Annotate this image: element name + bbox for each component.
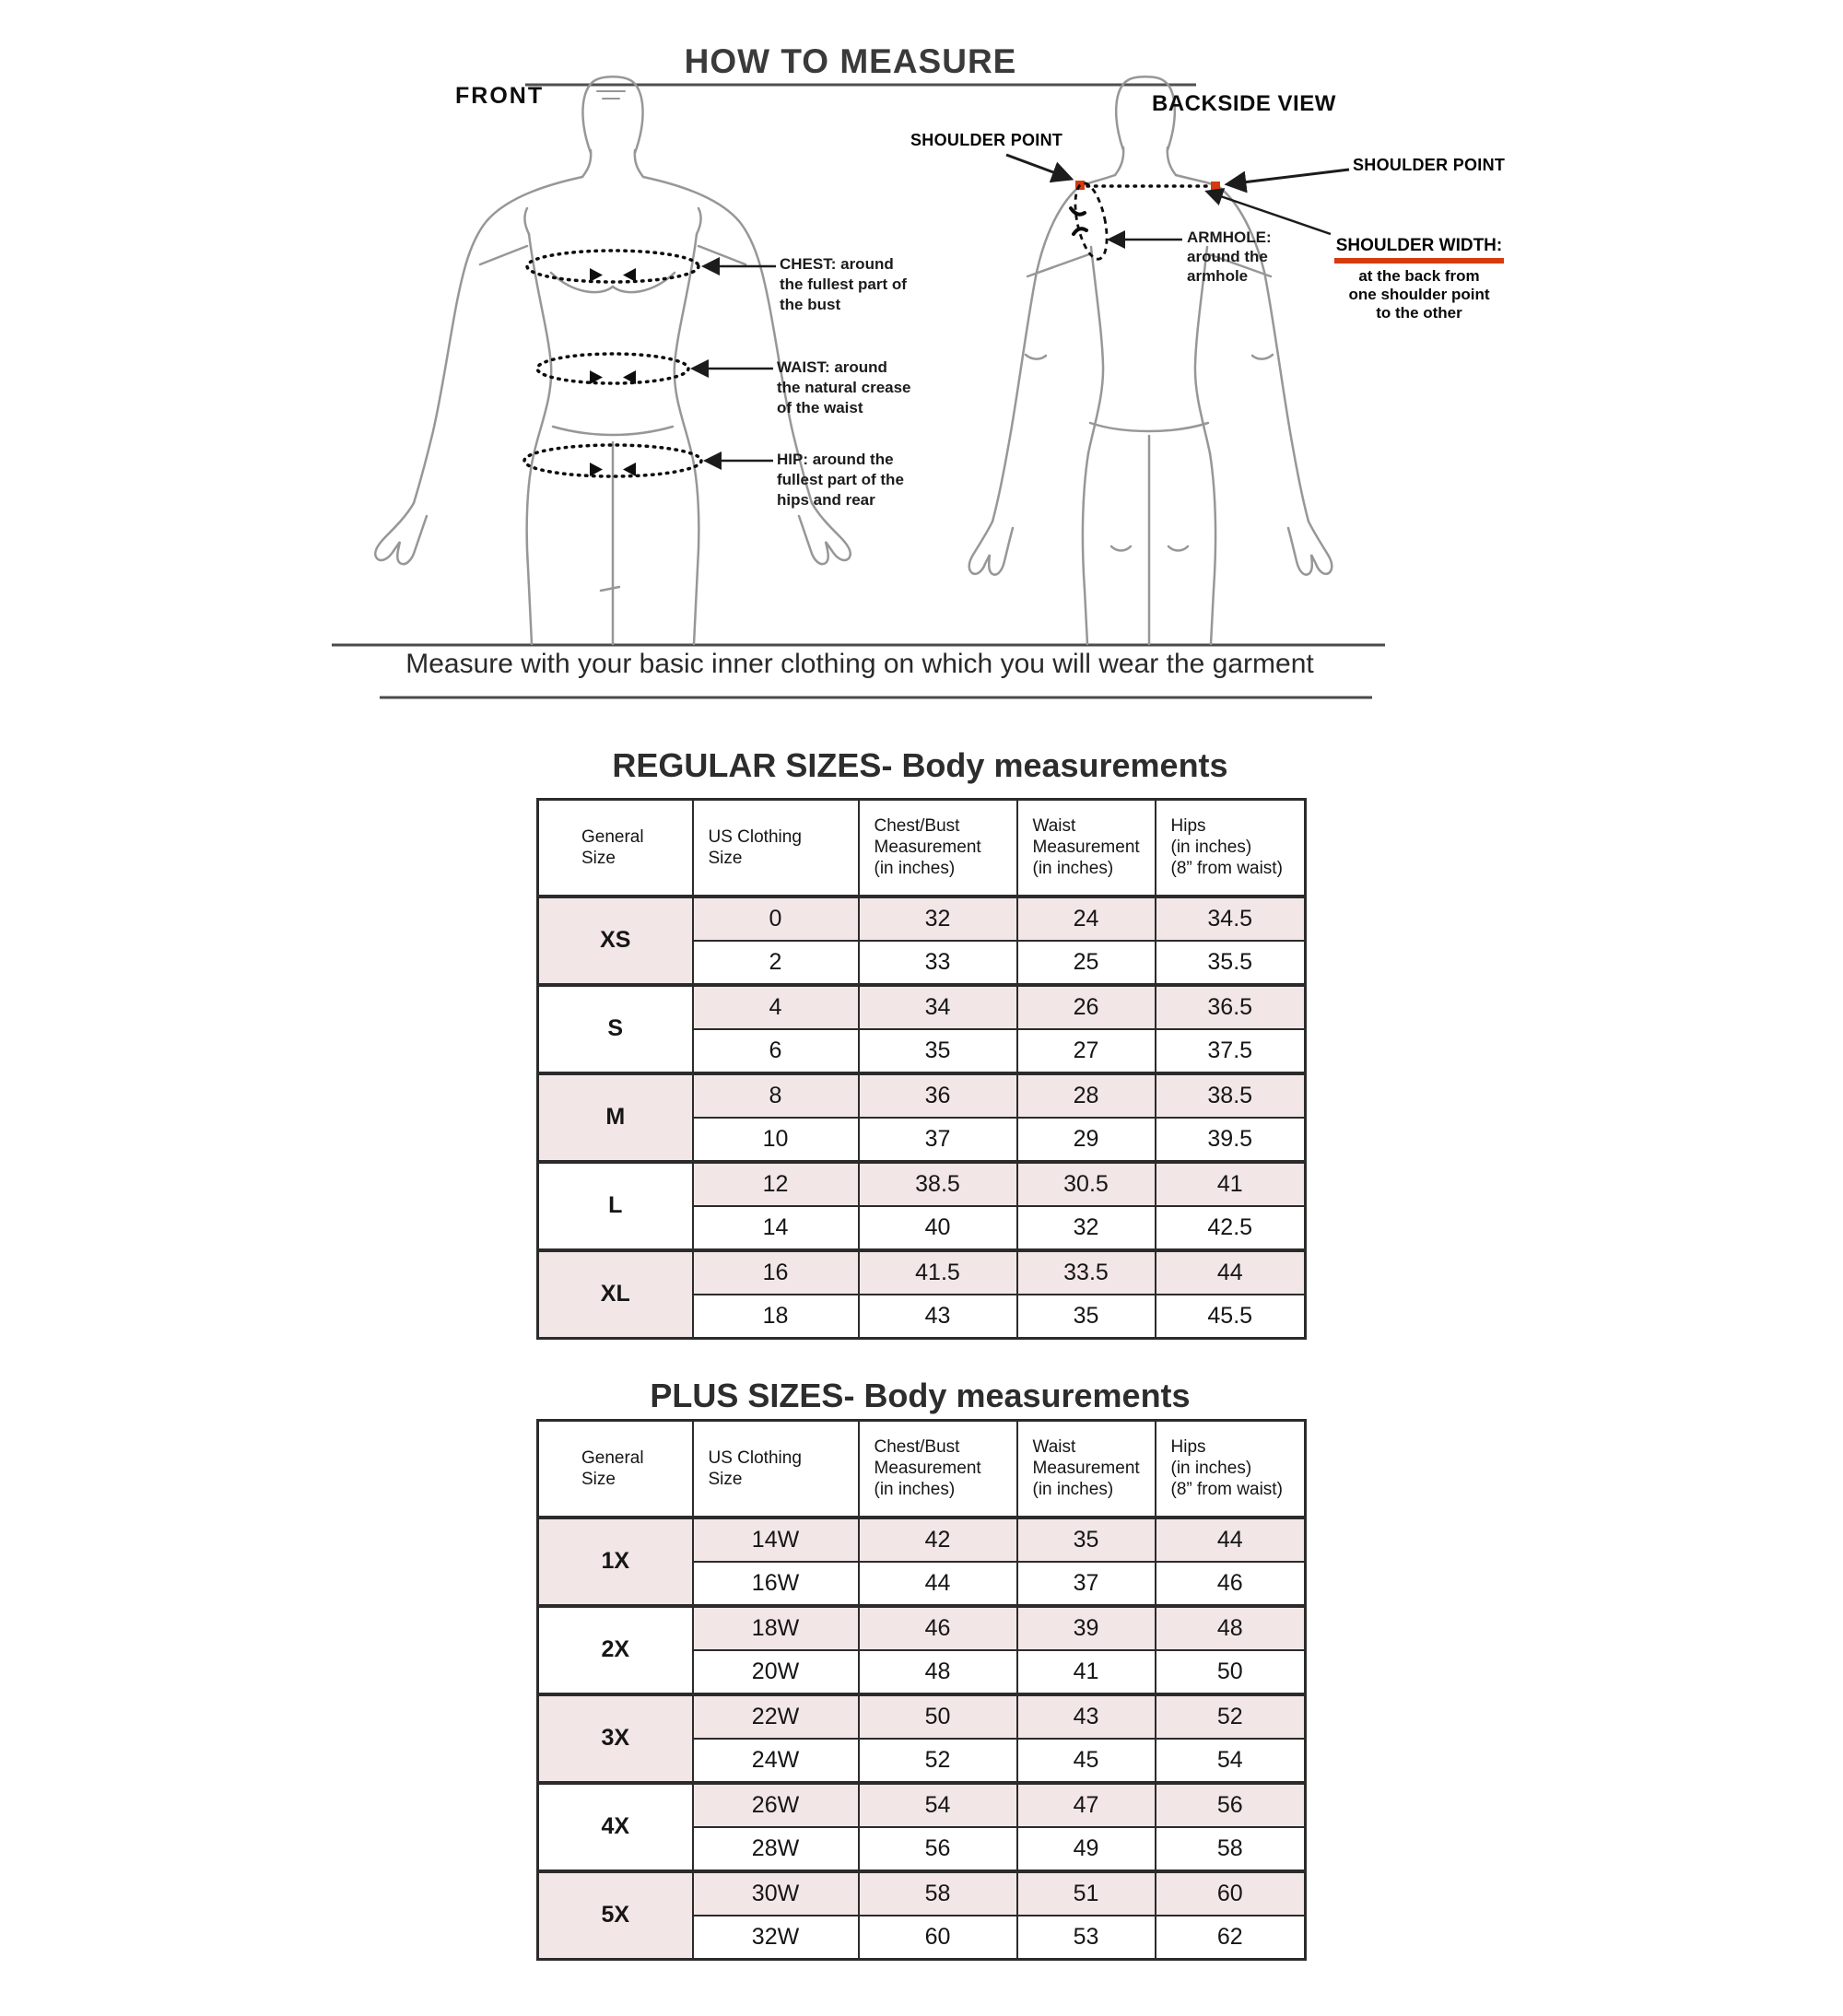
header-row: [538, 800, 1306, 897]
measurement-cell: 48: [859, 1650, 1017, 1694]
measurement-cell: 48: [1156, 1606, 1306, 1650]
chest-measure-ellipse: [527, 251, 698, 282]
measurement-cell: 35.5: [1156, 941, 1306, 985]
measurement-cell: 47: [1017, 1783, 1156, 1827]
shoulder-point-marker-right: [1211, 182, 1220, 191]
size-group-cell: XS: [538, 897, 693, 985]
measurement-cell: 37: [859, 1118, 1017, 1162]
table-row: [538, 1518, 1306, 1562]
table-row: [538, 1162, 1306, 1206]
measurement-cell: 38.5: [1156, 1073, 1306, 1118]
measurement-diagram-graphic: [0, 0, 1843, 719]
annotation-line: WAIST: around: [777, 358, 887, 376]
measurement-cell: 50: [859, 1694, 1017, 1739]
measurement-cell: 36: [859, 1073, 1017, 1118]
measurement-cell: 62: [1156, 1916, 1306, 1960]
table-row: [538, 1871, 1306, 1916]
annotation-line: CHEST: around: [780, 255, 894, 273]
measurement-cell: 14: [693, 1206, 859, 1250]
measurement-cell: 56: [1156, 1783, 1306, 1827]
measurement-cell: 33: [859, 941, 1017, 985]
measurement-cell: 12: [693, 1162, 859, 1206]
table-row: [538, 1783, 1306, 1827]
column-header: General Size: [538, 1421, 693, 1518]
backside-view-label: BACKSIDE VIEW: [1152, 91, 1336, 116]
measurement-cell: 45.5: [1156, 1295, 1306, 1339]
measurement-cell: 46: [1156, 1562, 1306, 1606]
measurement-cell: 42: [859, 1518, 1017, 1562]
annotation-line: the fullest part of: [780, 275, 907, 293]
measurement-cell: 24W: [693, 1739, 859, 1783]
measurement-cell: 44: [1156, 1250, 1306, 1295]
measurement-cell: 29: [1017, 1118, 1156, 1162]
column-header: US Clothing Size: [693, 800, 859, 897]
size-group-cell: 3X: [538, 1694, 693, 1783]
annotation-line: hips and rear: [777, 491, 875, 509]
annotation-line: the natural crease: [777, 379, 911, 396]
measurement-cell: 28W: [693, 1827, 859, 1871]
measurement-cell: 32: [859, 897, 1017, 941]
table-row: [538, 985, 1306, 1029]
measurement-cell: 37.5: [1156, 1029, 1306, 1073]
measurement-cell: 30W: [693, 1871, 859, 1916]
size-group-cell: 1X: [538, 1518, 693, 1606]
measurement-cell: 32: [1017, 1206, 1156, 1250]
measurement-cell: 46: [859, 1606, 1017, 1650]
regular-sizes-title: REGULAR SIZES- Body measurements: [612, 746, 1228, 784]
hip-annotation: [777, 450, 904, 510]
measurement-cell: 27: [1017, 1029, 1156, 1073]
regular-sizes-table: [536, 798, 1307, 1340]
measurement-cell: 60: [859, 1916, 1017, 1960]
armhole-annotation: [1187, 228, 1272, 286]
shoulder-width-description: [1334, 267, 1504, 322]
measurement-cell: 20W: [693, 1650, 859, 1694]
plus-sizes-table: [536, 1419, 1307, 1961]
size-group-cell: 5X: [538, 1871, 693, 1960]
size-group-cell: 4X: [538, 1783, 693, 1871]
measurement-cell: 45: [1017, 1739, 1156, 1783]
measurement-cell: 39: [1017, 1606, 1156, 1650]
table-row: [538, 897, 1306, 941]
measurement-cell: 18: [693, 1295, 859, 1339]
measurement-cell: 28: [1017, 1073, 1156, 1118]
armhole-direction-chevrons: [1071, 208, 1086, 234]
size-group-cell: XL: [538, 1250, 693, 1339]
annotation-line: of the waist: [777, 399, 863, 416]
measurement-cell: 14W: [693, 1518, 859, 1562]
measurement-cell: 2: [693, 941, 859, 985]
measurement-cell: 6: [693, 1029, 859, 1073]
size-group-cell: M: [538, 1073, 693, 1162]
column-header: General Size: [538, 800, 693, 897]
size-group-cell: 2X: [538, 1606, 693, 1694]
annotation-line: to the other: [1376, 304, 1462, 322]
measurement-cell: 37: [1017, 1562, 1156, 1606]
measurement-cell: 41: [1017, 1650, 1156, 1694]
table-row: [538, 1250, 1306, 1295]
measurement-cell: 54: [1156, 1739, 1306, 1783]
measurement-cell: 35: [859, 1029, 1017, 1073]
shoulder-width-annotation: [1334, 236, 1504, 322]
size-group-cell: L: [538, 1162, 693, 1250]
measurement-cell: 34.5: [1156, 897, 1306, 941]
annotation-line: one shoulder point: [1348, 286, 1490, 303]
measurement-cell: 26: [1017, 985, 1156, 1029]
annotation-line: at the back from: [1358, 267, 1480, 285]
measurement-cell: 8: [693, 1073, 859, 1118]
measurement-cell: 40: [859, 1206, 1017, 1250]
column-header: Hips (in inches) (8” from waist): [1156, 800, 1306, 897]
measurement-cell: 60: [1156, 1871, 1306, 1916]
measurement-cell: 53: [1017, 1916, 1156, 1960]
measurement-cell: 26W: [693, 1783, 859, 1827]
measurement-cell: 44: [1156, 1518, 1306, 1562]
annotation-line: around the: [1187, 248, 1268, 265]
measurement-cell: 18W: [693, 1606, 859, 1650]
measurement-cell: 43: [1017, 1694, 1156, 1739]
measurement-cell: 52: [859, 1739, 1017, 1783]
measurement-cell: 22W: [693, 1694, 859, 1739]
column-header: Chest/Bust Measurement (in inches): [859, 800, 1017, 897]
measurement-cell: 16: [693, 1250, 859, 1295]
measurement-cell: 58: [1156, 1827, 1306, 1871]
front-view-label: FRONT: [455, 83, 545, 109]
waist-annotation: [777, 357, 911, 418]
column-header: Chest/Bust Measurement (in inches): [859, 1421, 1017, 1518]
red-underline: [1334, 258, 1504, 264]
measurement-cell: 42.5: [1156, 1206, 1306, 1250]
plus-sizes-title: PLUS SIZES- Body measurements: [650, 1377, 1191, 1414]
measurement-cell: 36.5: [1156, 985, 1306, 1029]
measurement-cell: 43: [859, 1295, 1017, 1339]
table-row: [538, 1073, 1306, 1118]
measure-footnote: Measure with your basic inner clothing on which you will wear the garment: [405, 649, 1314, 679]
column-header: US Clothing Size: [693, 1421, 859, 1518]
annotation-line: armhole: [1187, 267, 1249, 285]
measurement-cell: 51: [1017, 1871, 1156, 1916]
measurement-cell: 58: [859, 1871, 1017, 1916]
measurement-cell: 41: [1156, 1162, 1306, 1206]
measurement-cell: 38.5: [859, 1162, 1017, 1206]
measurement-cell: 0: [693, 897, 859, 941]
measurement-cell: 33.5: [1017, 1250, 1156, 1295]
measurement-cell: 56: [859, 1827, 1017, 1871]
measurement-cell: 10: [693, 1118, 859, 1162]
measurement-cell: 44: [859, 1562, 1017, 1606]
measurement-cell: 24: [1017, 897, 1156, 941]
measurement-cell: 30.5: [1017, 1162, 1156, 1206]
measurement-cell: 41.5: [859, 1250, 1017, 1295]
shoulder-width-title: SHOULDER WIDTH:: [1335, 236, 1503, 255]
measurement-cell: 35: [1017, 1295, 1156, 1339]
shoulder-point-label-right: SHOULDER POINT: [1353, 156, 1506, 174]
column-header: Waist Measurement (in inches): [1017, 800, 1156, 897]
measurement-cell: 4: [693, 985, 859, 1029]
measurement-cell: 34: [859, 985, 1017, 1029]
annotation-line: HIP: around the: [777, 451, 894, 468]
annotation-line: the bust: [780, 296, 841, 313]
chest-annotation: [780, 254, 907, 315]
size-group-cell: S: [538, 985, 693, 1073]
measurement-cell: 50: [1156, 1650, 1306, 1694]
measurement-cell: 25: [1017, 941, 1156, 985]
annotation-line: fullest part of the: [777, 471, 904, 488]
page-title: HOW TO MEASURE: [684, 42, 1017, 80]
waist-measure-ellipse: [537, 354, 688, 383]
table-row: [538, 1606, 1306, 1650]
measurement-cell: 35: [1017, 1518, 1156, 1562]
measurement-cell: 32W: [693, 1916, 859, 1960]
annotation-line: ARMHOLE:: [1187, 229, 1272, 246]
measurement-cell: 52: [1156, 1694, 1306, 1739]
column-header: Waist Measurement (in inches): [1017, 1421, 1156, 1518]
measurement-cell: 49: [1017, 1827, 1156, 1871]
measurement-cell: 39.5: [1156, 1118, 1306, 1162]
measurement-cell: 54: [859, 1783, 1017, 1827]
shoulder-point-label-left: SHOULDER POINT: [910, 131, 1063, 149]
header-row: [538, 1421, 1306, 1518]
column-header: Hips (in inches) (8” from waist): [1156, 1421, 1306, 1518]
measurement-cell: 16W: [693, 1562, 859, 1606]
table-row: [538, 1694, 1306, 1739]
